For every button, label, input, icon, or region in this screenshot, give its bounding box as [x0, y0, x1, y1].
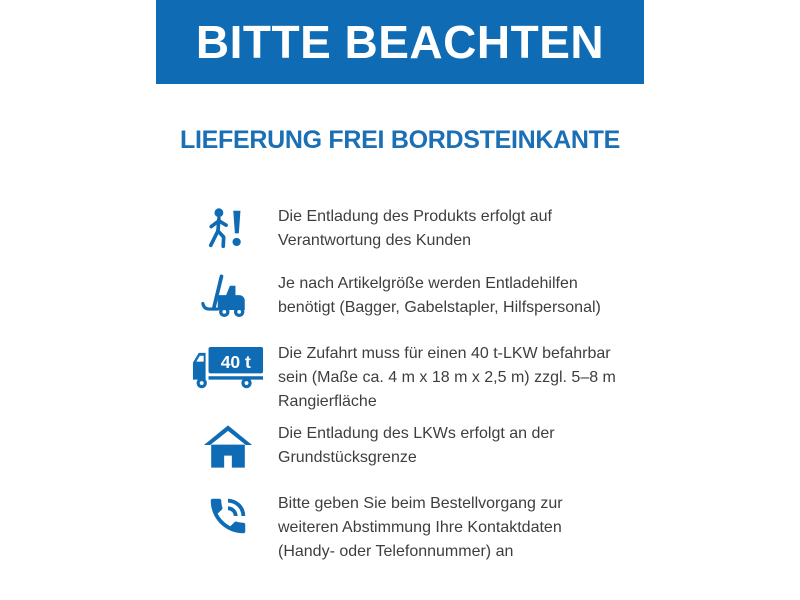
truck-weight-label: 40 t — [220, 351, 251, 372]
text-line: weiteren Abstimmung Ihre Kontaktdaten — [278, 519, 562, 536]
text-line: benötigt (Bagger, Gabelstapler, Hilfspersonal) — [278, 299, 601, 316]
phone-icon — [188, 492, 268, 540]
text-line: Bitte geben Sie beim Bestellvorgang zur — [278, 495, 563, 512]
list-item — [188, 422, 555, 470]
text-line: sein (Maße ca. 4 m x 18 m x 2,5 m) zzgl. 5–8 m — [278, 369, 616, 386]
item-text — [278, 422, 555, 470]
text-line: Je nach Artikelgröße werden Entladehilfen — [278, 275, 578, 292]
item-text — [278, 342, 616, 414]
banner — [156, 0, 644, 84]
text-line: Die Entladung des Produkts erfolgt auf — [278, 208, 552, 225]
item-text — [278, 492, 563, 564]
page-title: LIEFERUNG FREI BORDSTEINKANTE — [180, 126, 620, 154]
text-line: Verantwortung des Kunden — [278, 232, 472, 249]
pedestrian-warning-icon — [188, 205, 268, 253]
item-text — [278, 272, 601, 320]
text-line: Die Entladung des LKWs erfolgt an der — [278, 425, 555, 442]
list-item — [188, 342, 616, 414]
text-line: Rangierfläche — [278, 393, 377, 410]
list-item — [188, 272, 601, 320]
text-line: Die Zufahrt muss für einen 40 t-LKW befahrbar — [278, 345, 611, 362]
truck-40t-icon — [188, 342, 268, 390]
forklift-icon — [188, 272, 268, 320]
item-text — [278, 205, 552, 253]
house-icon — [188, 422, 268, 470]
list-item — [188, 205, 552, 253]
text-line: (Handy- oder Telefonnummer) an — [278, 543, 514, 560]
text-line: Grundstücksgrenze — [278, 449, 417, 466]
banner-title: BITTE BEACHTEN — [195, 16, 605, 68]
list-item — [188, 492, 563, 564]
